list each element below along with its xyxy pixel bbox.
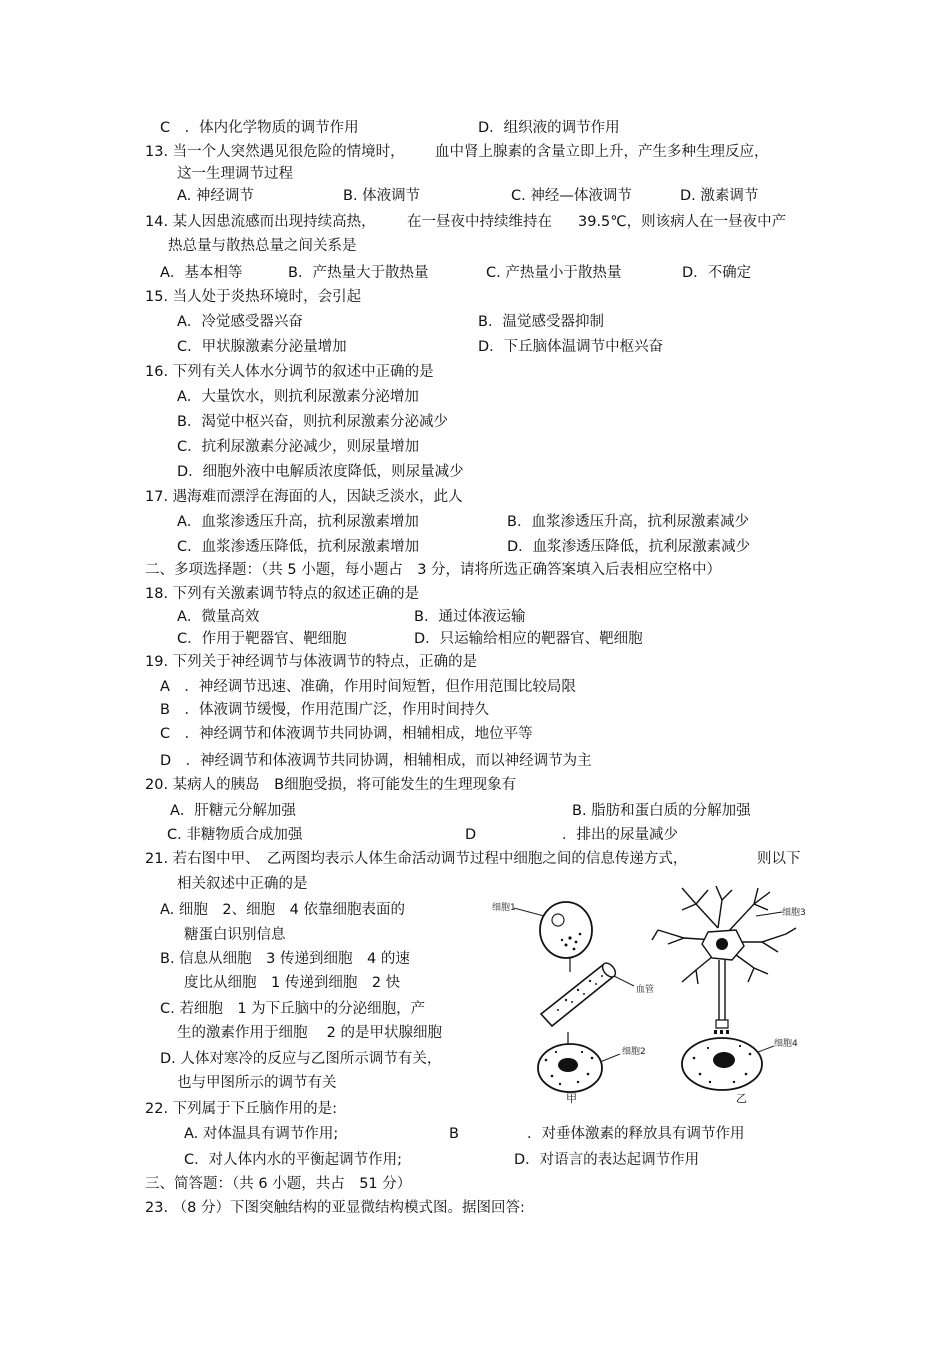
text-line: 在一昼夜中持续维持在: [407, 214, 552, 230]
figure-svg: [486, 882, 816, 1104]
text-line: 17. 遇海难而漂浮在海面的人，因缺乏淡水，此人: [145, 489, 463, 505]
text-line: A．微量高效: [177, 609, 260, 625]
text-line: 13. 当一个人突然遇见很危险的情境时，: [145, 144, 405, 160]
cell3-label: 细胞3: [782, 908, 806, 918]
text-line: D. 激素调节: [680, 188, 759, 204]
text-line: D．不确定: [682, 265, 752, 281]
text-line: D．细胞外液中电解质浓度降低，则尿量减少: [177, 464, 464, 480]
text-line: A．肝糖元分解加强: [170, 803, 296, 819]
text-line: C．对人体内水的平衡起调节作用;: [184, 1152, 403, 1168]
text-line: B. 信息从细胞 3 传递到细胞 4 的速: [160, 951, 410, 967]
text-line: 19. 下列关于神经调节与体液调节的特点，正确的是: [145, 654, 478, 670]
text-line: 39.5℃，则该病人在一昼夜中产: [578, 214, 787, 230]
text-line: D．血浆渗透压降低，抗利尿激素减少: [507, 539, 751, 555]
text-line: 23. （8 分）下图突触结构的亚显微结构模式图。据图回答:: [145, 1200, 525, 1216]
text-line: 度比从细胞 1 传递到细胞 2 快: [184, 975, 401, 991]
text-line: C ．神经调节和体液调节共同协调，相辅相成，地位平等: [160, 726, 533, 742]
text-line: C ．体内化学物质的调节作用: [160, 120, 359, 136]
text-line: 则以下: [757, 851, 801, 867]
figure-yi: [652, 886, 796, 1034]
text-line: C. 神经—体液调节: [511, 188, 632, 204]
text-line: ．对垂体激素的释放具有调节作用: [527, 1126, 745, 1142]
text-line: B．产热量大于散热量: [288, 265, 429, 281]
text-line: 16. 下列有关人体水分调节的叙述中正确的是: [145, 364, 434, 380]
text-line: D: [465, 827, 477, 843]
text-line: D．对语言的表达起调节作用: [514, 1152, 700, 1168]
text-line: ．排出的尿量减少: [562, 827, 678, 843]
figure-jia: [492, 902, 654, 1104]
text-line: 血中肾上腺素的含量立即上升，: [435, 144, 638, 160]
text-line: B．通过体液运输: [414, 609, 526, 625]
text-line: 生的激素作用于细胞 2 的是甲状腺细胞: [177, 1025, 442, 1041]
text-line: A．血浆渗透压升高，抗利尿激素增加: [177, 514, 419, 530]
text-line: B ．体液调节缓慢，作用范围广泛，作用时间持久: [160, 702, 489, 718]
text-line: 糖蛋白识别信息: [184, 927, 286, 943]
cell4-label: 细胞4: [774, 1039, 798, 1049]
text-line: 二、多项选择题：（共 5 小题，每小题占 3 分，请将所选正确答案填入后表相应空格中）: [145, 562, 722, 578]
text-line: C. 产热量小于散热量: [486, 265, 622, 281]
text-line: C. 非糖物质合成加强: [167, 827, 303, 843]
cell-signaling-figure: [486, 882, 816, 1104]
text-line: 15. 当人处于炎热环境时，会引起: [145, 289, 362, 305]
text-line: A．冷觉感受器兴奋: [177, 314, 303, 330]
text-line: D．下丘脑体温调节中枢兴奋: [478, 339, 664, 355]
text-line: 18. 下列有关激素调节特点的叙述正确的是: [145, 586, 420, 602]
text-line: D．组织液的调节作用: [478, 120, 620, 136]
text-line: D. 人体对寒冷的反应与乙图所示调节有关，: [160, 1051, 442, 1067]
text-line: A．基本相等: [160, 265, 243, 281]
cell1-label: 细胞1: [492, 903, 516, 913]
text-line: 21. 若右图中甲、 乙两图均表示人体生命活动调节过程中细胞之间的信息传递方式，: [145, 851, 688, 867]
text-line: D ．神经调节和体液调节共同协调，相辅相成，而以神经调节为主: [160, 753, 592, 769]
text-line: 这一生理调节过程: [177, 166, 293, 182]
text-line: A ．神经调节迅速、准确，作用时间短暂，但作用范围比较局限: [160, 679, 576, 695]
text-line: B．温觉感受器抑制: [478, 314, 604, 330]
text-line: C．血浆渗透压降低，抗利尿激素增加: [177, 539, 420, 555]
text-line: B. 脂肪和蛋白质的分解加强: [572, 803, 751, 819]
text-line: C．作用于靶器官、靶细胞: [177, 631, 347, 647]
text-line: C．甲状腺激素分泌量增加: [177, 339, 347, 355]
text-line: 产生多种生理反应，: [638, 144, 769, 160]
text-line: B．血浆渗透压升高，抗利尿激素减少: [507, 514, 749, 530]
text-line: A. 神经调节: [177, 188, 254, 204]
text-line: 也与甲图所示的调节有关: [177, 1075, 337, 1091]
vessel-label: 血管: [636, 985, 655, 995]
text-line: 相关叙述中正确的是: [177, 876, 308, 892]
text-line: A. 对体温具有调节作用;: [184, 1126, 339, 1142]
jia-label: 甲: [566, 1092, 577, 1104]
text-line: B: [449, 1126, 459, 1142]
text-line: A．大量饮水，则抗利尿激素分泌增加: [177, 389, 419, 405]
text-line: B．渴觉中枢兴奋，则抗利尿激素分泌减少: [177, 414, 448, 430]
text-line: B. 体液调节: [343, 188, 421, 204]
yi-label: 乙: [736, 1092, 747, 1104]
text-line: 20. 某病人的胰岛 B细胞受损，将可能发生的生理现象有: [145, 777, 517, 793]
text-line: 三、简答题：（共 6 小题，共占 51 分）: [145, 1176, 412, 1192]
text-line: C. 若细胞 1 为下丘脑中的分泌细胞，产: [160, 1001, 426, 1017]
text-line: 14. 某人因患流感而出现持续高热，: [145, 214, 376, 230]
text-line: C．抗利尿激素分泌减少，则尿量增加: [177, 439, 420, 455]
cell-1: [540, 902, 592, 958]
text-line: 22. 下列属于下丘脑作用的是:: [145, 1101, 338, 1117]
text-line: D．只运输给相应的靶器官、靶细胞: [414, 631, 643, 647]
blood-vessel: [541, 964, 614, 1026]
text-line: A. 细胞 2、细胞 4 依靠细胞表面的: [160, 902, 405, 918]
text-line: 热总量与散热总量之间关系是: [168, 238, 357, 254]
cell2-label: 细胞2: [622, 1047, 646, 1057]
